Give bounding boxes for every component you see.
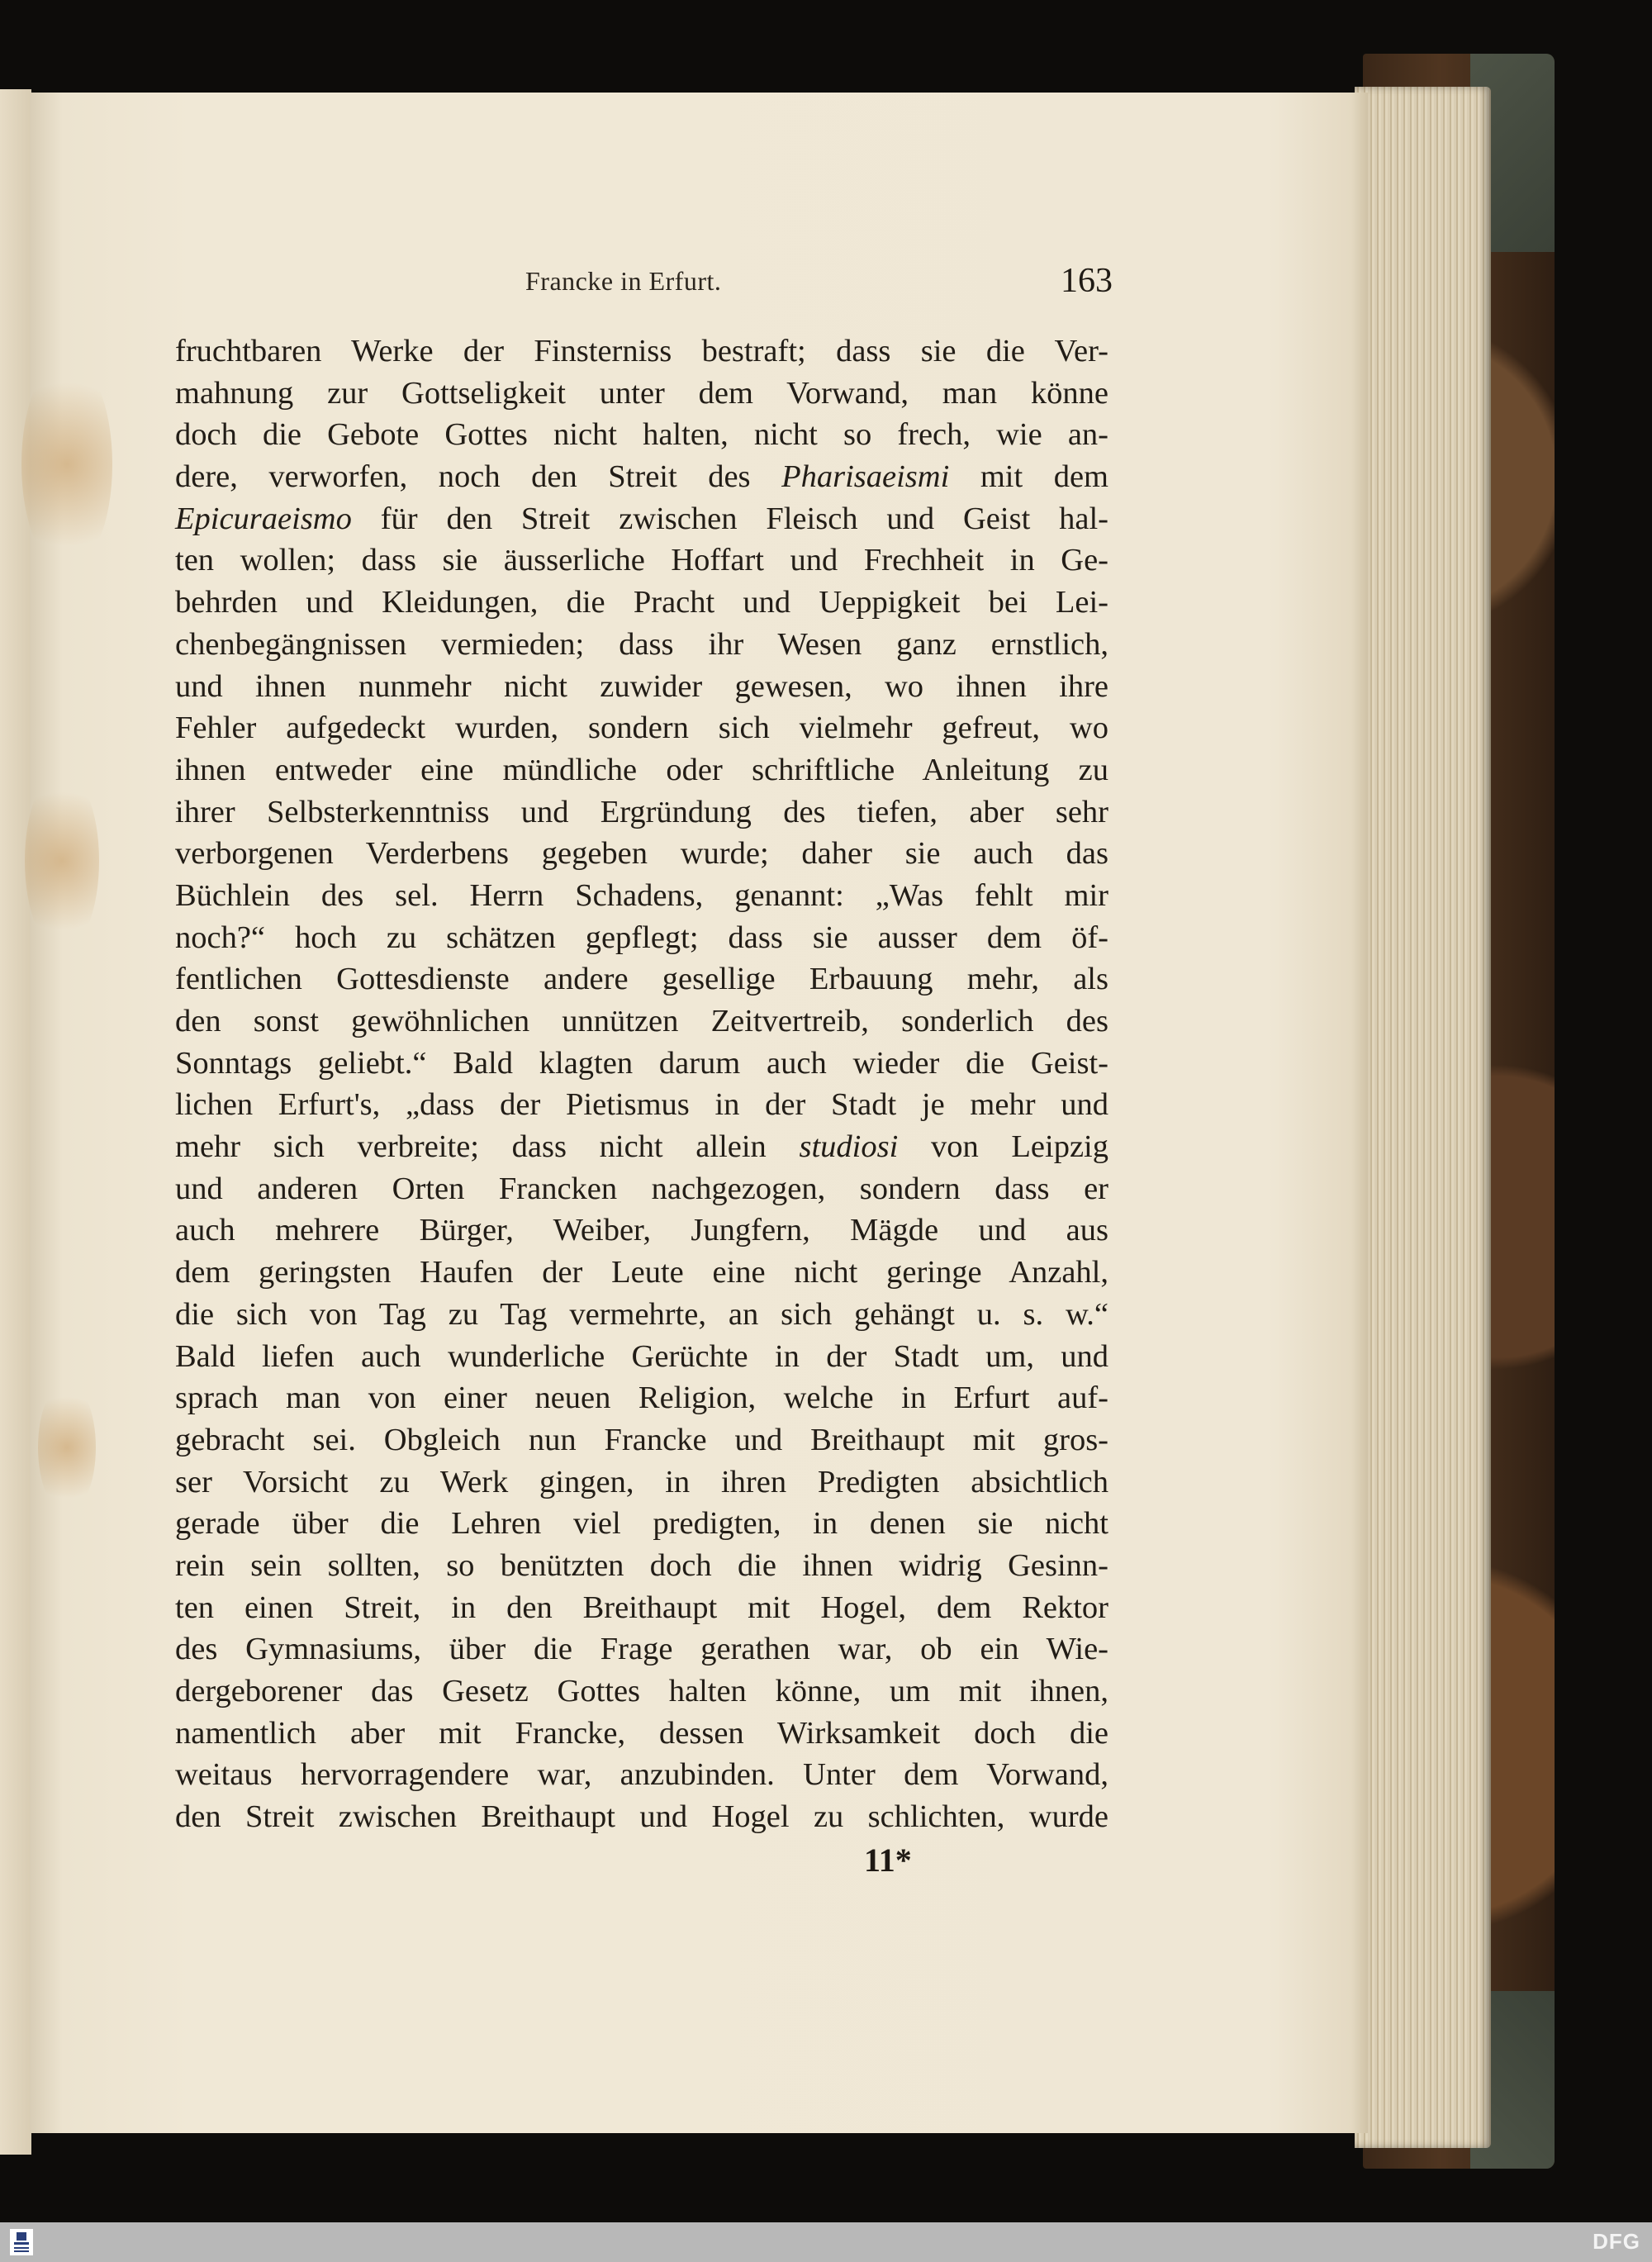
previous-page-edge bbox=[0, 89, 31, 2155]
text-run: Büchlein des sel. Herrn Schadens, genannt: „Was fehlt mir bbox=[175, 877, 1108, 913]
text-run: behrden und Kleidungen, die Pracht und Ueppigkeit bei Lei- bbox=[175, 585, 1108, 620]
text-run: rein sein sollten, so benützten doch die ihnen widrig Gesinn- bbox=[175, 1547, 1108, 1583]
text-run: dem geringsten Haufen der Leute eine nicht geringe Anzahl, bbox=[175, 1255, 1108, 1290]
italic-text: studiosi bbox=[799, 1129, 899, 1165]
text-line bbox=[175, 1126, 1108, 1168]
text-line bbox=[175, 1754, 1108, 1796]
text-line bbox=[175, 1796, 1108, 1838]
text-run: mahnung zur Gottseligkeit unter dem Vorwand, man könne bbox=[175, 375, 1108, 411]
text-line bbox=[175, 1209, 1108, 1252]
text-run: den Streit zwischen Breithaupt und Hogel zu schlichten, wurde bbox=[175, 1799, 1108, 1835]
text-run: Sonntags geliebt.“ Bald klagten darum auch wieder die Geist- bbox=[175, 1045, 1108, 1081]
text-line bbox=[175, 958, 1108, 1000]
text-line bbox=[175, 456, 1108, 498]
text-run: dergeborener das Gesetz Gottes halten könne, um mit ihnen, bbox=[175, 1674, 1108, 1708]
text-line bbox=[175, 833, 1108, 875]
text-line bbox=[175, 707, 1108, 749]
viewer-footer-bar bbox=[0, 2222, 1652, 2262]
text-run: ten wollen; dass sie äusserliche Hoffart und Frechheit in Ge- bbox=[175, 543, 1108, 578]
text-line bbox=[175, 498, 1108, 540]
text-run: mehr sich verbreite; dass nicht allein bbox=[175, 1129, 800, 1165]
text-line bbox=[175, 1084, 1108, 1126]
running-title: Francke in Erfurt. bbox=[525, 266, 722, 296]
text-line bbox=[175, 1336, 1108, 1378]
text-line bbox=[175, 373, 1108, 415]
foxing-stain bbox=[38, 1381, 96, 1514]
text-line bbox=[175, 1628, 1108, 1670]
text-line bbox=[175, 414, 1108, 456]
signature-mark: 11* bbox=[864, 1841, 912, 1879]
text-line bbox=[175, 582, 1108, 624]
text-run: lichen Erfurt's, „dass der Pietismus in der Stadt je mehr und bbox=[175, 1087, 1108, 1123]
page-number: 163 bbox=[1061, 262, 1113, 300]
foxing-stain bbox=[25, 770, 99, 952]
text-line bbox=[175, 1168, 1108, 1210]
text-line bbox=[175, 1545, 1108, 1587]
text-line bbox=[175, 1670, 1108, 1713]
text-run: fentlichen Gottesdienste andere gesellige Erbauung mehr, als bbox=[175, 962, 1108, 997]
text-line bbox=[175, 1461, 1108, 1504]
text-run: und anderen Orten Francken nachgezogen, sondern dass er bbox=[175, 1171, 1108, 1206]
text-line bbox=[175, 1294, 1108, 1336]
dfg-logo: DFG bbox=[1593, 2229, 1640, 2254]
text-line bbox=[175, 1000, 1108, 1043]
running-head bbox=[0, 264, 1652, 314]
text-run: dere, verworfen, noch den Streit des bbox=[175, 459, 782, 495]
text-line bbox=[175, 1587, 1108, 1629]
text-line bbox=[175, 1713, 1108, 1755]
text-run: ihnen entweder eine mündliche oder schriftliche Anleitung zu bbox=[175, 752, 1108, 787]
text-run: ten einen Streit, in den Breithaupt mit Hogel, dem Rektor bbox=[175, 1590, 1108, 1625]
text-run: gerade über die Lehren viel predigten, in denen sie nicht bbox=[175, 1506, 1108, 1542]
text-run: den sonst gewöhnlichen unnützen Zeitvertreib, sonderlich des bbox=[175, 1004, 1108, 1038]
text-run: verborgenen Verderbens gegeben wurde; daher sie auch das bbox=[175, 836, 1108, 872]
text-run: fruchtbaren Werke der Finsterniss bestraft; dass sie die Ver- bbox=[175, 334, 1108, 368]
text-line bbox=[175, 749, 1108, 791]
text-line bbox=[175, 624, 1108, 666]
text-run: chenbegängnissen vermieden; dass ihr Wesen ganz ernstlich, bbox=[175, 626, 1108, 662]
text-line bbox=[175, 1503, 1108, 1545]
foxing-stain bbox=[21, 357, 112, 572]
text-run: namentlich aber mit Francke, dessen Wirksamkeit doch die bbox=[175, 1715, 1108, 1751]
text-line bbox=[175, 1252, 1108, 1294]
text-run: Fehler aufgedeckt wurden, sondern sich vielmehr gefreut, wo bbox=[175, 710, 1108, 746]
text-line bbox=[175, 1377, 1108, 1419]
text-run: gebracht sei. Obgleich nun Francke und Breithaupt mit gros- bbox=[175, 1422, 1108, 1457]
italic-text: Epicuraeismo bbox=[175, 501, 352, 536]
text-run: für den Streit zwischen Fleisch und Geist hal- bbox=[351, 501, 1108, 536]
text-run: von Leipzig bbox=[898, 1129, 1109, 1165]
text-run: des Gymnasiums, über die Frage gerathen war, ob ein Wie- bbox=[175, 1632, 1108, 1667]
text-run: und ihnen nunmehr nicht zuwider gewesen, wo ihnen ihre bbox=[175, 668, 1108, 704]
text-run: mit dem bbox=[949, 459, 1108, 495]
text-run: ser Vorsicht zu Werk gingen, in ihren Predigten absichtlich bbox=[175, 1464, 1108, 1499]
text-run: Bald liefen auch wunderliche Gerüchte in der Stadt um, und bbox=[175, 1338, 1108, 1374]
text-run: noch?“ hoch zu schätzen gepflegt; dass sie ausser dem öf- bbox=[175, 920, 1108, 955]
text-run: die sich von Tag zu Tag vermehrte, an sich gehängt u. s. w.“ bbox=[175, 1296, 1108, 1332]
page-edges bbox=[1355, 87, 1491, 2148]
text-line bbox=[175, 1419, 1108, 1461]
text-line bbox=[175, 1043, 1108, 1085]
text-line bbox=[175, 539, 1108, 582]
text-run: weitaus hervorragendere war, anzubinden. Unter dem Vorwand, bbox=[175, 1757, 1108, 1793]
italic-text: Pharisaeismi bbox=[781, 459, 950, 495]
text-line bbox=[175, 330, 1108, 373]
text-line bbox=[175, 917, 1108, 959]
text-line bbox=[175, 666, 1108, 708]
text-run: ihrer Selbsterkenntniss und Ergründung des tiefen, aber sehr bbox=[175, 794, 1108, 829]
library-logo-icon bbox=[7, 2227, 36, 2257]
body-text bbox=[175, 330, 1108, 1838]
text-run: doch die Gebote Gottes nicht halten, nicht so frech, wie an- bbox=[175, 417, 1108, 453]
text-run: sprach man von einer neuen Religion, welche in Erfurt auf- bbox=[175, 1380, 1108, 1416]
text-run: auch mehrere Bürger, Weiber, Jungfern, Mägde und aus bbox=[175, 1213, 1108, 1248]
text-line bbox=[175, 875, 1108, 917]
text-line bbox=[175, 791, 1108, 834]
